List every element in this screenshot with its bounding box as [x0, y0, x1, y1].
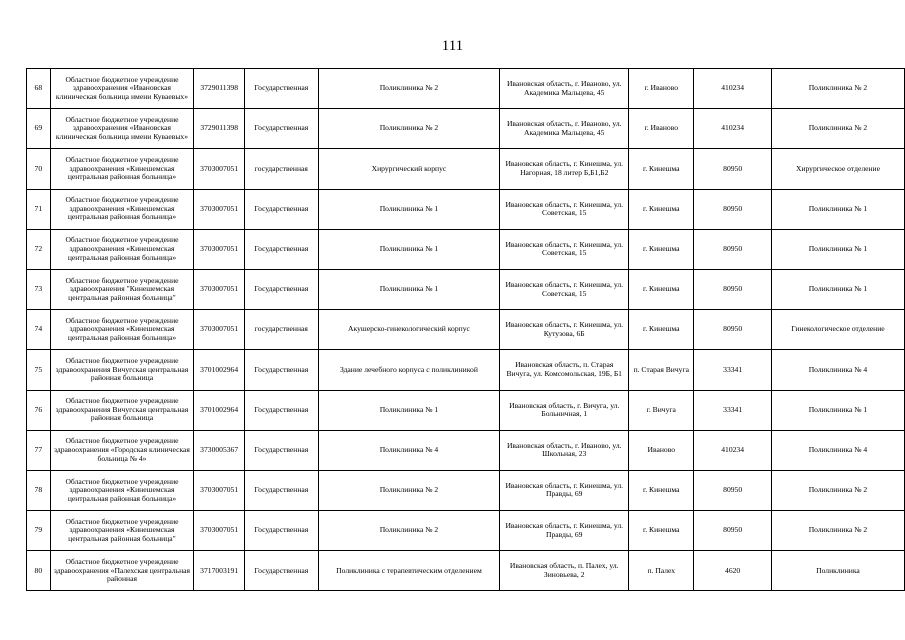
row-number-cell: 70 [27, 149, 51, 189]
table-row [27, 269, 905, 309]
building-cell: Поликлиника № 2 [318, 69, 500, 109]
row-number-cell: 77 [27, 430, 51, 470]
ownership-cell: Государственная [245, 69, 319, 109]
table-row [27, 69, 905, 109]
population-cell: 410234 [694, 109, 772, 149]
ownership-cell: Государственная [245, 390, 319, 430]
city-cell: г. Иваново [629, 109, 694, 149]
row-number-cell: 80 [27, 551, 51, 591]
table-row [27, 189, 905, 229]
table-row [27, 229, 905, 269]
unit-cell: Хирургическое отделение [771, 149, 904, 189]
page-number: 111 [441, 38, 464, 54]
building-cell: Поликлиника № 2 [318, 470, 500, 510]
organization-cell: Областное бюджетное учреждение здравоохранения Вичугская центральная районная больница [50, 350, 194, 390]
inn-cell: 3703007051 [194, 470, 245, 510]
city-cell: г. Вичуга [629, 390, 694, 430]
row-number-cell: 76 [27, 390, 51, 430]
city-cell: г. Кинешма [629, 511, 694, 551]
building-cell: Поликлиника № 2 [318, 109, 500, 149]
ownership-cell: Государственная [245, 470, 319, 510]
building-cell: Хирургический корпус [318, 149, 500, 189]
organization-cell: Областное бюджетное учреждение здравоохранения «Кинешемская центральная районная больница» [50, 149, 194, 189]
ownership-cell: Государственная [245, 350, 319, 390]
population-cell: 33341 [694, 350, 772, 390]
unit-cell: Гинекологическое отделение [771, 310, 904, 350]
unit-cell: Поликлиника № 2 [771, 470, 904, 510]
address-cell: Ивановская область, г. Кинешма, ул. Правды, 69 [500, 470, 629, 510]
population-cell: 410234 [694, 430, 772, 470]
organization-cell: Областное бюджетное учреждение здравоохранения «Палехская центральная районная [50, 551, 194, 591]
city-cell: г. Кинешма [629, 189, 694, 229]
unit-cell: Поликлиника № 1 [771, 269, 904, 309]
population-cell: 80950 [694, 149, 772, 189]
table-row [27, 430, 905, 470]
ownership-cell: Государственная [245, 189, 319, 229]
address-cell: Ивановская область, г. Иваново, ул. Академика Мальцева, 45 [500, 69, 629, 109]
population-cell: 80950 [694, 511, 772, 551]
ownership-cell: Государственная [245, 551, 319, 591]
row-number-cell: 72 [27, 229, 51, 269]
city-cell: г. Кинешма [629, 470, 694, 510]
row-number-cell: 69 [27, 109, 51, 149]
organization-cell: Областное бюджетное учреждение здравоохранения Вичугская центральная районная больница [50, 390, 194, 430]
address-cell: Ивановская область, г. Иваново, ул. Школьная, 23 [500, 430, 629, 470]
row-number-cell: 74 [27, 310, 51, 350]
unit-cell: Поликлиника № 2 [771, 511, 904, 551]
organization-cell: Областное бюджетное учреждение здравоохранения «Ивановская клиническая больница имени Куваевых» [50, 109, 194, 149]
city-cell: г. Кинешма [629, 269, 694, 309]
building-cell: Поликлиника № 4 [318, 430, 500, 470]
row-number-cell: 79 [27, 511, 51, 551]
inn-cell: 3703007051 [194, 189, 245, 229]
table-row [27, 511, 905, 551]
city-cell: г. Кинешма [629, 310, 694, 350]
unit-cell: Поликлиника № 1 [771, 189, 904, 229]
building-cell: Поликлиника № 1 [318, 269, 500, 309]
unit-cell: Поликлиника № 4 [771, 350, 904, 390]
population-cell: 80950 [694, 229, 772, 269]
organization-cell: Областное бюджетное учреждение здравоохранения «Ивановская клиническая больница имени Куваевых» [50, 69, 194, 109]
inn-cell: 3703007051 [194, 149, 245, 189]
unit-cell: Поликлиника № 4 [771, 430, 904, 470]
row-number-cell: 71 [27, 189, 51, 229]
table-row [27, 310, 905, 350]
unit-cell: Поликлиника № 1 [771, 390, 904, 430]
table-row [27, 350, 905, 390]
building-cell: Поликлиника № 1 [318, 229, 500, 269]
ownership-cell: Государственная [245, 229, 319, 269]
building-cell: Здание лечебного корпуса с поликлиникой [318, 350, 500, 390]
ownership-cell: Государственная [245, 430, 319, 470]
population-cell: 410234 [694, 69, 772, 109]
row-number-cell: 73 [27, 269, 51, 309]
address-cell: Ивановская область, г. Кинешма, ул. Советская, 15 [500, 189, 629, 229]
population-cell: 80950 [694, 310, 772, 350]
address-cell: Ивановская область, г. Кинешма, ул. Правды, 69 [500, 511, 629, 551]
ownership-cell: Государственная [245, 269, 319, 309]
table-row [27, 390, 905, 430]
city-cell: Иваново [629, 430, 694, 470]
city-cell: г. Кинешма [629, 229, 694, 269]
registry-table [26, 68, 905, 591]
table-body [27, 69, 905, 591]
table-row [27, 470, 905, 510]
table-row [27, 149, 905, 189]
organization-cell: Областное бюджетное учреждение здравоохранения «Кинешемская центральная районная больница» [50, 470, 194, 510]
building-cell: Поликлиника № 2 [318, 511, 500, 551]
population-cell: 4620 [694, 551, 772, 591]
city-cell: п. Старая Вичуга [629, 350, 694, 390]
organization-cell: Областное бюджетное учреждение здравоохранения «Городская клиническая больница № 4» [50, 430, 194, 470]
inn-cell: 3701002964 [194, 350, 245, 390]
ownership-cell: Государственная [245, 511, 319, 551]
building-cell: Поликлиника с терапевтическим отделением [318, 551, 500, 591]
organization-cell: Областное бюджетное учреждение здравоохранения «Кинешемская центральная районная больница" [50, 511, 194, 551]
address-cell: Ивановская область, г. Кинешма, ул. Советская, 15 [500, 229, 629, 269]
address-cell: Ивановская область, г. Иваново, ул. Академика Мальцева, 45 [500, 109, 629, 149]
inn-cell: 3703007051 [194, 229, 245, 269]
inn-cell: 3717003191 [194, 551, 245, 591]
ownership-cell: государственная [245, 149, 319, 189]
population-cell: 33341 [694, 390, 772, 430]
address-cell: Ивановская область, г. Кинешма, ул. Советская, 15 [500, 269, 629, 309]
organization-cell: Областное бюджетное учреждение здравоохранения "Кинешемская центральная районная больница" [50, 269, 194, 309]
table-row [27, 551, 905, 591]
row-number-cell: 68 [27, 69, 51, 109]
ownership-cell: государственная [245, 310, 319, 350]
population-cell: 80950 [694, 189, 772, 229]
building-cell: Акушерско-гинекологический корпус [318, 310, 500, 350]
inn-cell: 3703007051 [194, 310, 245, 350]
city-cell: г. Иваново [629, 69, 694, 109]
organization-cell: Областное бюджетное учреждение здравоохранения «Кинешемская центральная районная больница» [50, 189, 194, 229]
inn-cell: 3703007051 [194, 511, 245, 551]
address-cell: Ивановская область, п. Палех, ул. Зиновьева, 2 [500, 551, 629, 591]
building-cell: Поликлиника № 1 [318, 390, 500, 430]
organization-cell: Областное бюджетное учреждение здравоохранения «Кинешемская центральная районная больница» [50, 229, 194, 269]
inn-cell: 3729011398 [194, 69, 245, 109]
row-number-cell: 75 [27, 350, 51, 390]
inn-cell: 3730005367 [194, 430, 245, 470]
inn-cell: 3701002964 [194, 390, 245, 430]
unit-cell: Поликлиника № 1 [771, 229, 904, 269]
row-number-cell: 78 [27, 470, 51, 510]
unit-cell: Поликлиника № 2 [771, 109, 904, 149]
building-cell: Поликлиника № 1 [318, 189, 500, 229]
organization-cell: Областное бюджетное учреждение здравоохранения «Кинешемская центральная районная больница» [50, 310, 194, 350]
unit-cell: Поликлиника № 2 [771, 69, 904, 109]
city-cell: п. Палех [629, 551, 694, 591]
population-cell: 80950 [694, 470, 772, 510]
inn-cell: 3703007051 [194, 269, 245, 309]
address-cell: Ивановская область, г. Кинешма, ул. Кутузова, 6Б [500, 310, 629, 350]
address-cell: Ивановская область, г. Кинешма, ул. Нагорная, 18 литер Б,Б1,Б2 [500, 149, 629, 189]
ownership-cell: Государственная [245, 109, 319, 149]
population-cell: 80950 [694, 269, 772, 309]
address-cell: Ивановская область, г. Вичуга, ул. Больничная, 1 [500, 390, 629, 430]
table-row [27, 109, 905, 149]
inn-cell: 3729011398 [194, 109, 245, 149]
city-cell: г. Кинешма [629, 149, 694, 189]
address-cell: Ивановская область, п. Старая Вичуга, ул. Комсомольская, 19Б, Б1 [500, 350, 629, 390]
unit-cell: Поликлиника [771, 551, 904, 591]
